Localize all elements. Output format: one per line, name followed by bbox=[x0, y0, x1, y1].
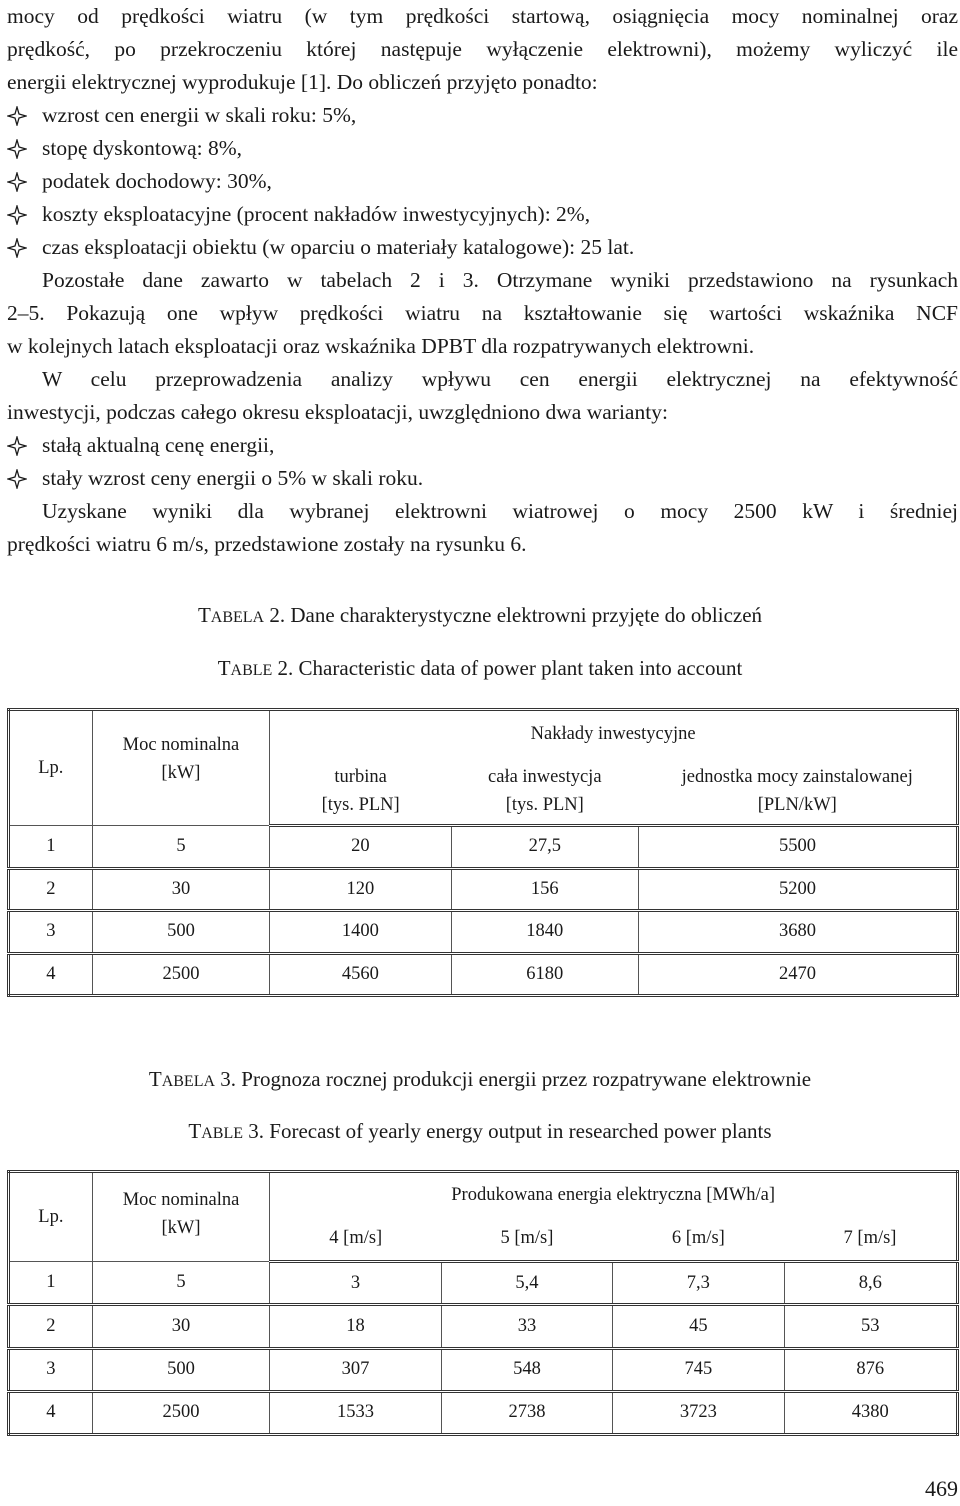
table3-caption-pl: TABELA 3. Prognoza rocznej produkcji energii przez rozpatrywane elektrownie bbox=[148, 1067, 812, 1091]
header-speed: 5 [m/s] bbox=[441, 1218, 612, 1262]
list-item bbox=[7, 198, 958, 231]
header-speed: 7 [m/s] bbox=[784, 1218, 957, 1262]
list-item-text: stałą aktualną cenę energii, bbox=[42, 433, 275, 457]
list-item-text: wzrost cen energii w skali roku: 5%, bbox=[42, 103, 357, 127]
star-bullet-icon bbox=[7, 436, 42, 456]
list-item-text: stały wzrost ceny energii o 5% w skali roku. bbox=[42, 466, 424, 490]
star-bullet-icon bbox=[7, 106, 42, 126]
header-speed: 4 [m/s] bbox=[270, 1218, 441, 1262]
table2 bbox=[7, 708, 959, 997]
list-item-text: czas eksploatacji obiektu (w oparciu o materiały katalogowe): 25 lat. bbox=[42, 235, 635, 259]
list-item-text: podatek dochodowy: 30%, bbox=[42, 169, 272, 193]
body-text bbox=[7, 0, 958, 561]
table-row: 1 5 3 5,4 7,3 8,6 bbox=[9, 1262, 958, 1305]
table-row: 4 2500 1533 2738 3723 4380 bbox=[9, 1391, 958, 1434]
list-item-text: koszty eksploatacyjne (procent nakładów inwestycyjnych): 2%, bbox=[42, 202, 591, 226]
header-lp: Lp. bbox=[9, 1172, 93, 1262]
header-naklady: Nakłady inwestycyjne bbox=[270, 710, 958, 758]
header-speed: 6 [m/s] bbox=[613, 1218, 784, 1262]
table-row: 3 500 307 548 745 876 bbox=[9, 1348, 958, 1391]
list-item bbox=[7, 165, 958, 198]
header-moc: Moc nominalna [kW] bbox=[92, 710, 270, 826]
header-lp: Lp. bbox=[9, 710, 93, 826]
paragraph-line: 2–5. Pokazują one wpływ prędkości wiatru na kształtowanie się wartości wskaźnika NCF bbox=[7, 301, 958, 325]
paragraph-line: W celu przeprowadzenia analizy wpływu cen energii elektrycznej na efektywność bbox=[42, 367, 958, 391]
header-turbina: turbina [tys. PLN] bbox=[270, 758, 451, 826]
table2-caption-en: TABLE 2. Characteristic data of power plant taken into account bbox=[217, 656, 743, 680]
table-row: 4 2500 4560 6180 2470 bbox=[9, 953, 958, 996]
paragraph-line: Pozostałe dane zawarto w tabelach 2 i 3. Otrzymane wyniki przedstawiono na rysunkach bbox=[42, 268, 958, 292]
star-bullet-icon bbox=[7, 238, 42, 258]
table-row: 3 500 1400 1840 3680 bbox=[9, 911, 958, 954]
list-item bbox=[7, 462, 958, 495]
paragraph-line: prędkości wiatru 6 m/s, przedstawione zostały na rysunku 6. bbox=[7, 532, 527, 556]
header-jednostka: jednostka mocy zainstalowanej [PLN/kW] bbox=[639, 758, 958, 826]
paragraph-line: Uzyskane wyniki dla wybranej elektrowni wiatrowej o mocy 2500 kW i średniej bbox=[42, 499, 958, 523]
list-item bbox=[7, 231, 958, 264]
list-item bbox=[7, 99, 958, 132]
paragraph-line: mocy od prędkości wiatru (w tym prędkości startową, osiągnięcia mocy nominalnej oraz bbox=[7, 4, 958, 28]
paragraph-line: prędkość, po przekroczeniu której następuje wyłączenie elektrowni), możemy wyliczyć ile bbox=[7, 37, 958, 61]
star-bullet-icon bbox=[7, 172, 42, 192]
table-row: 1 5 20 27,5 5500 bbox=[9, 826, 958, 869]
list-item bbox=[7, 429, 958, 462]
table3 bbox=[7, 1170, 959, 1436]
paragraph-line: energii elektrycznej wyprodukuje [1]. Do obliczeń przyjęto ponadto: bbox=[7, 70, 598, 94]
header-moc: Moc nominalna [kW] bbox=[92, 1172, 270, 1262]
header-cala: cała inwestycja [tys. PLN] bbox=[451, 758, 638, 826]
paragraph-line: w kolejnych latach eksploatacji oraz wskaźnika DPBT dla rozpatrywanych elektrowni. bbox=[7, 334, 755, 358]
table3-caption-en: TABLE 3. Forecast of yearly energy output in researched power plants bbox=[188, 1119, 772, 1143]
table-row: 2 30 18 33 45 53 bbox=[9, 1305, 958, 1348]
star-bullet-icon bbox=[7, 139, 42, 159]
table-row: 2 30 120 156 5200 bbox=[9, 868, 958, 911]
star-bullet-icon bbox=[7, 469, 42, 489]
paragraph-line: inwestycji, podczas całego okresu eksploatacji, uwzględniono dwa warianty: bbox=[7, 400, 668, 424]
star-bullet-icon bbox=[7, 205, 42, 225]
table2-caption-pl: TABELA 2. Dane charakterystyczne elektrowni przyjęte do obliczeń bbox=[197, 603, 763, 627]
header-produkowana: Produkowana energia elektryczna [MWh/a] bbox=[270, 1172, 958, 1218]
list-item-text: stopę dyskontową: 8%, bbox=[42, 136, 243, 160]
page-number: 469 bbox=[925, 1476, 958, 1501]
list-item bbox=[7, 132, 958, 165]
